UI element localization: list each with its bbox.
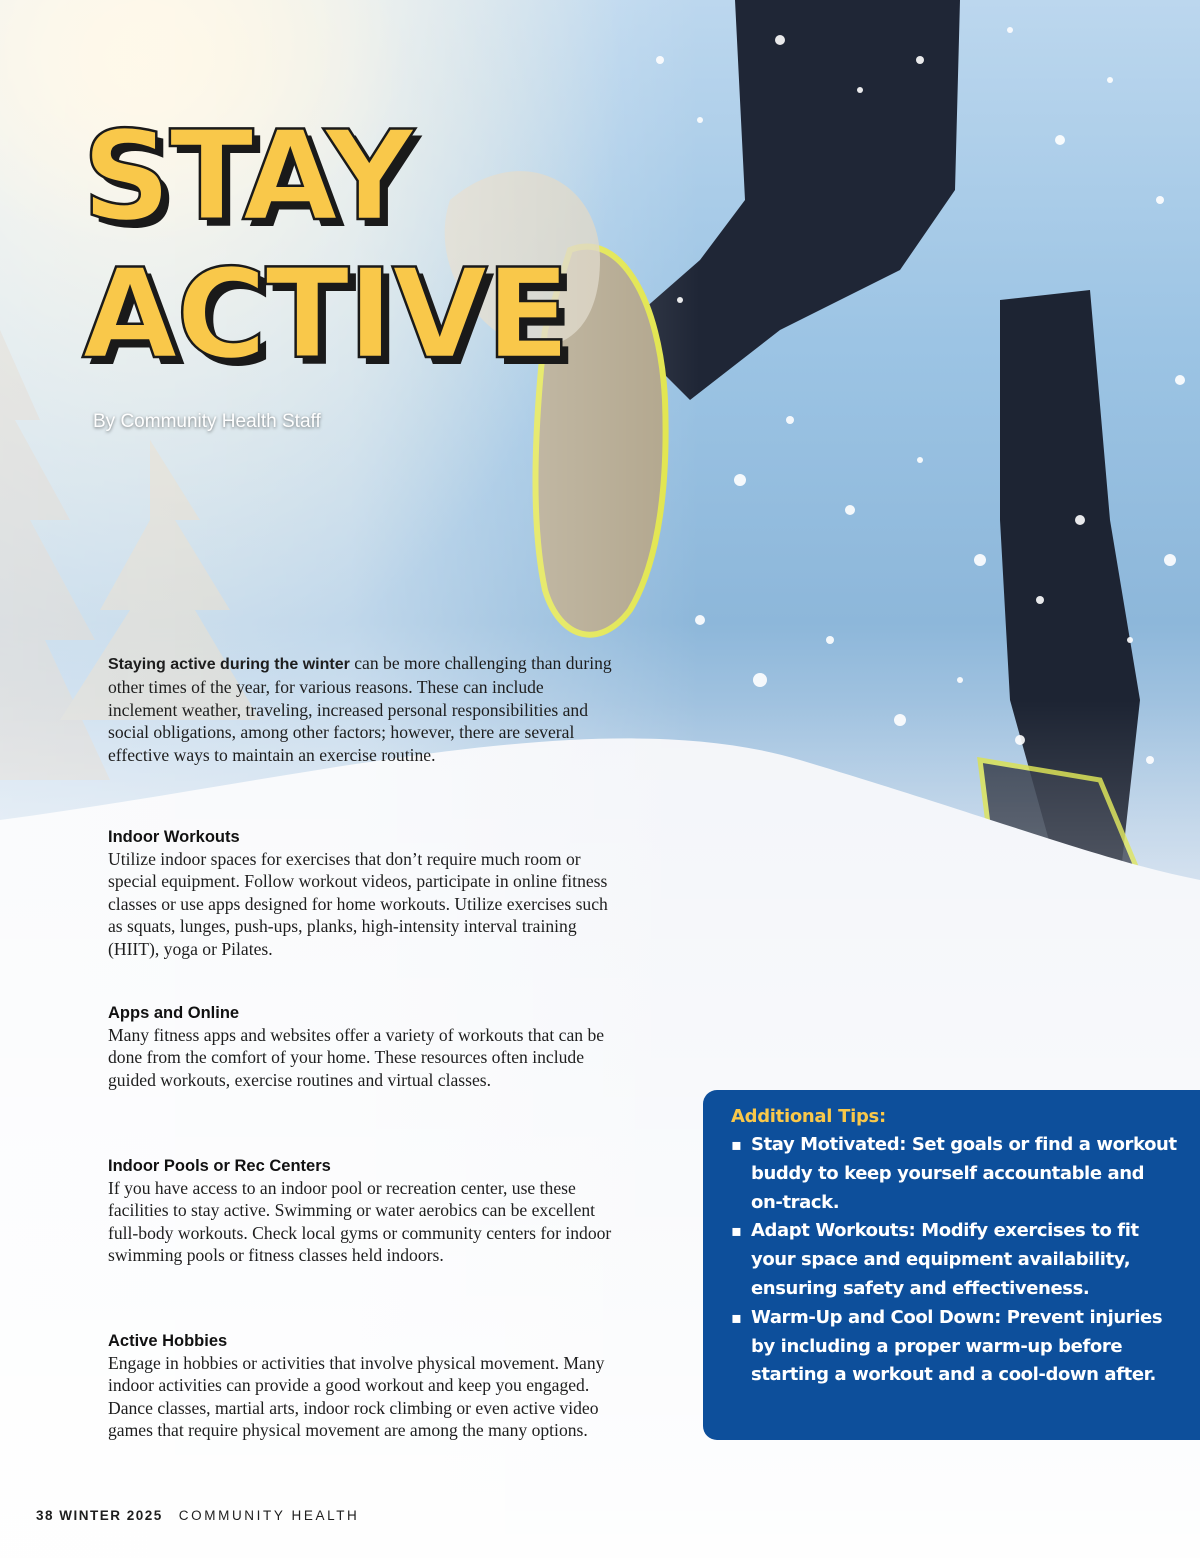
section-indoor-workouts [108,826,613,960]
page-footer [36,1508,359,1523]
bullet-icon: ▪ [731,1307,742,1327]
section-body: Many fitness apps and websites offer a variety of workouts that can be done from the comfort of your home. These resources often include guided workouts, exercise routines and virtual classes. [108,1025,605,1090]
tips-heading: Additional Tips: [731,1106,886,1127]
tip-item [731,1217,1180,1303]
bullet-icon: ▪ [731,1135,742,1154]
additional-tips-box [703,1090,1200,1440]
section-heading: Active Hobbies [108,1332,228,1350]
publication-name: COMMUNITY HEALTH [178,1508,360,1523]
section-body: Engage in hobbies or activities that involve physical movement. Many indoor activities can provide a good workout and keep you engaged. Dance classes, martial arts, indoor rock climbing or even active video games that require physical movement are among the many options. [108,1353,605,1441]
section-heading: Apps and Online [108,1004,240,1022]
tip-text: Adapt Workouts: Modify exercises to fit your space and equipment availability, ensuring safety and effectiveness. [751,1220,1139,1299]
page-folio: 38 WINTER 2025 [36,1508,163,1523]
byline: By Community Health Staff [93,411,321,432]
tip-item [731,1304,1180,1390]
tips-list [731,1131,1180,1390]
section-heading: Indoor Workouts [108,828,240,846]
section-heading: Indoor Pools or Rec Centers [108,1157,331,1175]
section-indoor-pools [108,1155,613,1267]
section-body: If you have access to an indoor pool or recreation center, use these facilities to stay active. Swimming or water aerobics can be excellent full-body workouts. Check local gyms or community centers for indoor swimming pools or fitness classes held indoors. [108,1178,612,1266]
section-active-hobbies [108,1330,613,1442]
section-body: Utilize indoor spaces for exercises that don’t require much room or special equipment. Follow workout videos, participate in online fitness classes or use apps designed for home workouts. Utilize exercises such as squats, lunges, push-ups, planks, high-intensity interval training (HIIT), yoga or Pilates. [108,849,608,959]
intro-paragraph [108,652,613,766]
section-apps-online [108,1002,613,1091]
article-title: STAY ACTIVE [82,105,569,387]
intro-lead: Staying active during the winter [108,656,350,673]
tip-text: Warm-Up and Cool Down: Prevent injuries by including a proper warm-up before starting a workout and a cool-down after. [751,1306,1163,1386]
tip-text: Stay Motivated: Set goals or find a workout buddy to keep yourself accountable and on-track. [751,1134,1177,1213]
tip-item [731,1131,1180,1217]
bullet-icon: ▪ [731,1221,742,1241]
article-intro [108,652,613,766]
intro-body: can be more challenging than during other times of the year, for various reasons. These can include inclement weather, traveling, increased personal responsibilities and social obligations, among other factors; however, there are several effective ways to maintain an exercise routine. [108,653,612,765]
